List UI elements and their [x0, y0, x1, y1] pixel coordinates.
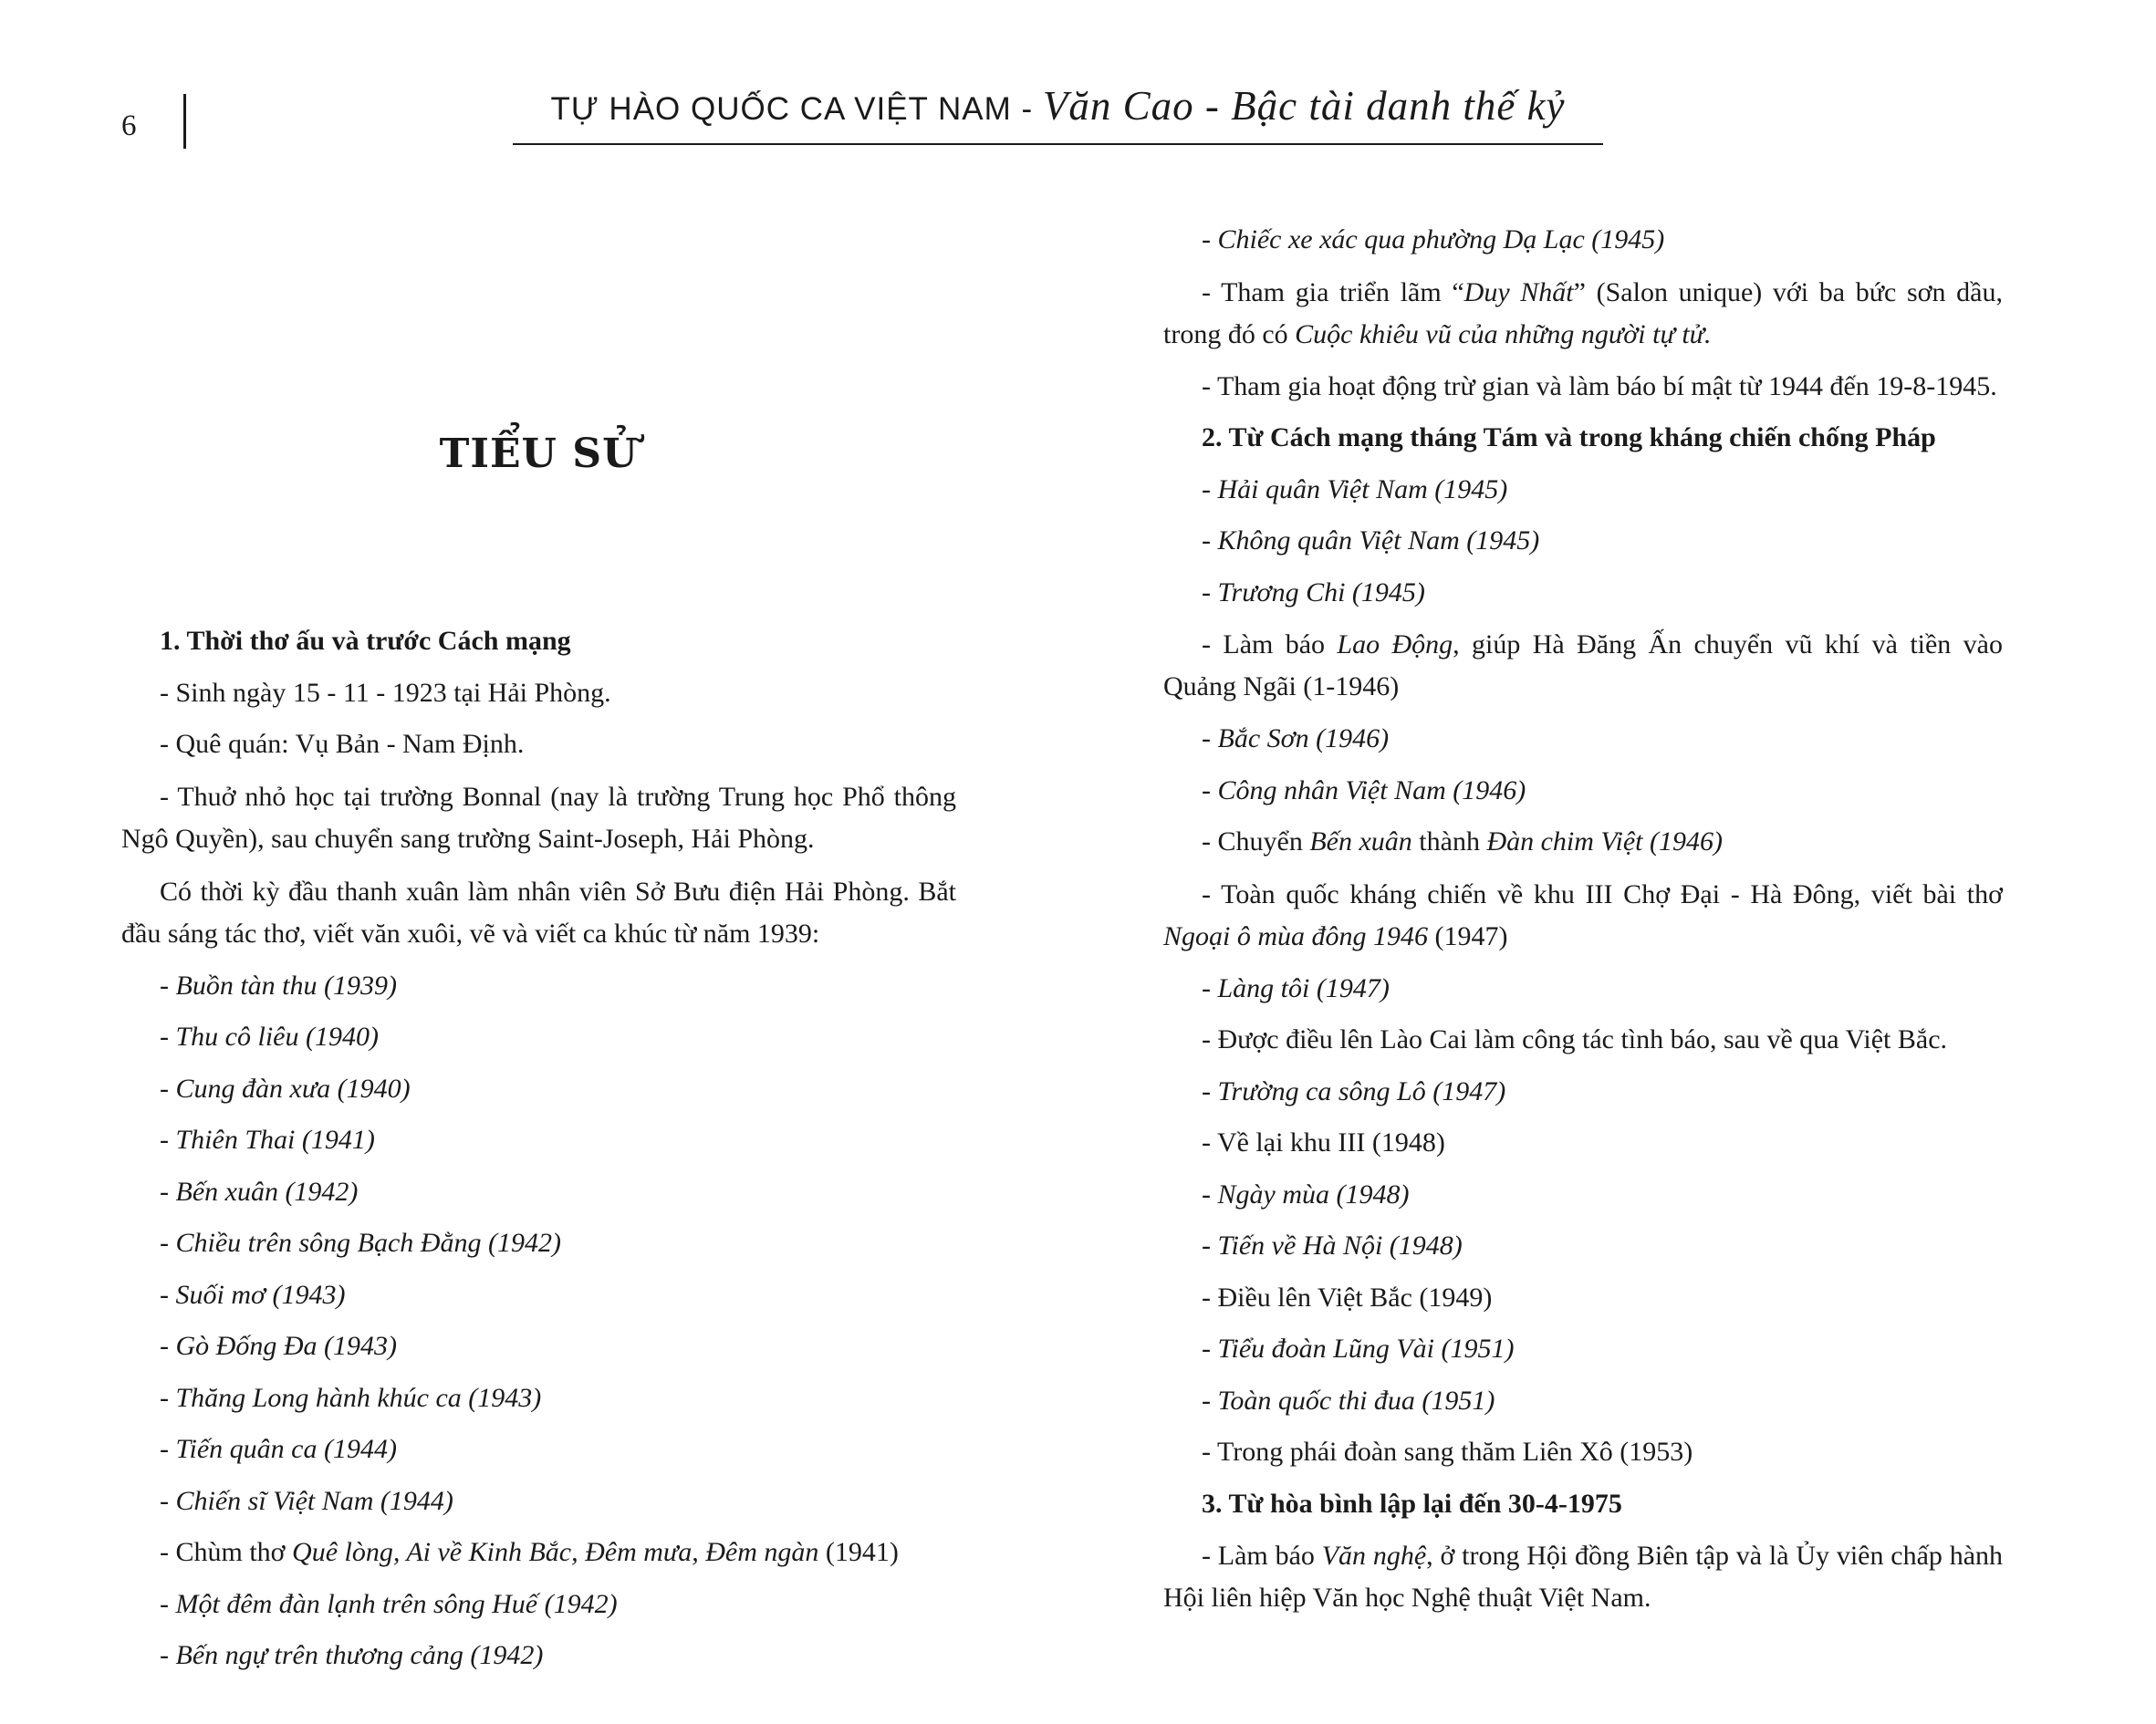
- exhibition-paragraph: [1163, 266, 2003, 361]
- poem-title: Ngoại ô mùa đông 1946: [1163, 920, 1429, 951]
- poem-cluster-year: (1941): [818, 1537, 899, 1567]
- work-item: - Trường ca sông Lô (1947): [1202, 1075, 1506, 1106]
- work-item: - Chiều trên sông Bạch Đằng (1942): [160, 1228, 561, 1258]
- resistance-paragraph: [1163, 868, 2003, 963]
- work-item: - Tiểu đoàn Lũng Vài (1951): [1202, 1334, 1515, 1364]
- underground-line: - Tham gia hoạt động trừ gian và làm báo bí mật từ 1944 đến 19-8-1945.: [1202, 370, 1997, 401]
- song-title: Đàn chim Việt (1946): [1486, 826, 1723, 857]
- exhibition-text: - Tham gia triển lãm “: [1202, 276, 1464, 307]
- section-title: TIỂU SỬ: [439, 431, 639, 477]
- page-number-divider: [183, 94, 186, 149]
- poem-cluster-titles: Quê lòng, Ai về Kinh Bắc, Đêm mưa, Đêm ngàn: [292, 1537, 819, 1567]
- soviet-trip-line: - Trong phái đoàn sang thăm Liên Xô (1953): [1202, 1437, 1693, 1467]
- book-subtitle: Văn Cao - Bậc tài danh thế kỷ: [1042, 83, 1566, 129]
- work-item: - Bến xuân (1942): [160, 1176, 359, 1207]
- work-item: - Bến ngự trên thương cảng (1942): [160, 1640, 544, 1670]
- early-career-paragraph: Có thời kỳ đầu thanh xuân làm nhân viên Sở Bưu điện Hải Phòng. Bắt đầu sáng tác thơ, viết văn xuôi, vẽ và viết ca khúc từ năm 1939:: [121, 876, 956, 949]
- birth-line: - Sinh ngày 15 - 11 - 1923 tại Hải Phòng.: [160, 677, 611, 708]
- zone-three-line: - Về lại khu III (1948): [1202, 1127, 1445, 1158]
- work-item: - Công nhân Việt Nam (1946): [1202, 774, 1526, 805]
- work-item: - Trương Chi (1945): [1202, 576, 1425, 608]
- work-item: - Thiên Thai (1941): [160, 1125, 375, 1155]
- work-item: - Toàn quốc thi đua (1951): [1202, 1385, 1495, 1416]
- van-nghe-text: , ở trong Hội đồng Biên tập và là Ủy viên chấp hành Hội liên hiệp Văn học Nghệ thuật Việt Nam.: [1163, 1541, 2004, 1613]
- poem-cluster-line: [121, 1527, 956, 1579]
- exhibition-name: Duy Nhất: [1463, 276, 1574, 307]
- lao-cai-line: - Được điều lên Lào Cai làm công tác tình báo, sau về qua Việt Bắc.: [1202, 1024, 1948, 1054]
- rename-text: thành: [1411, 826, 1487, 857]
- work-item: - Hải quân Việt Nam (1945): [1202, 473, 1508, 504]
- section-heading-3: 3. Từ hòa bình lập lại đến 30-4-1975: [1202, 1488, 1622, 1519]
- work-item: - Ngày mùa (1948): [1202, 1179, 1410, 1210]
- section-heading-2: 2. Từ Cách mạng tháng Tám và trong kháng chiến chống Pháp: [1202, 422, 1936, 452]
- exhibition-text: ” (Salon unique) với ba bức sơn dầu, trong đó có: [1163, 276, 2004, 349]
- rename-line: [1163, 816, 2003, 868]
- work-item: - Buồn tàn thu (1939): [160, 970, 397, 1001]
- song-title: Bến xuân: [1309, 826, 1412, 857]
- page-number: 6: [121, 109, 137, 142]
- work-item: - Một đêm đàn lạnh trên sông Huế (1942): [160, 1588, 618, 1619]
- work-item: - Suối mơ (1943): [160, 1279, 346, 1310]
- school-paragraph: - Thuở nhỏ học tại trường Bonnal (nay là trường Trung học Phổ thông Ngô Quyền), sau chuyển sang trường Saint-Joseph, Hải Phòng.: [121, 781, 956, 854]
- work-item: - Chiếc xe xác qua phường Dạ Lạc (1945): [1202, 224, 1665, 254]
- work-item: - Tiến về Hà Nội (1948): [1202, 1231, 1463, 1261]
- newspaper-name: Lao Động: [1337, 629, 1453, 659]
- left-column: [121, 616, 956, 1682]
- header-rule: [513, 143, 1603, 145]
- van-nghe-text: - Làm báo: [1202, 1541, 1322, 1571]
- section-heading-1: 1. Thời thơ ấu và trước Cách mạng: [160, 626, 571, 656]
- lao-dong-text: - Làm báo: [1202, 629, 1338, 659]
- newspaper-name: Văn nghệ: [1321, 1541, 1427, 1571]
- work-item: - Bắc Sơn (1946): [1202, 723, 1390, 753]
- painting-title: Cuộc khiêu vũ của những người tự tử.: [1295, 318, 1712, 349]
- work-item: - Thu cô liêu (1940): [160, 1022, 379, 1052]
- work-item: - Gò Đống Đa (1943): [160, 1331, 397, 1361]
- resistance-year: (1947): [1428, 920, 1508, 951]
- work-item: - Chiến sĩ Việt Nam (1944): [160, 1485, 453, 1516]
- lao-dong-paragraph: [1163, 618, 2003, 713]
- hometown-line: - Quê quán: Vụ Bản - Nam Định.: [160, 729, 525, 759]
- resistance-text: - Toàn quốc kháng chiến về khu III Chợ Đại - Hà Đông, viết bài thơ: [1202, 878, 2003, 909]
- work-item: - Không quân Việt Nam (1945): [1202, 525, 1540, 556]
- book-title: TỰ HÀO QUỐC CA VIỆT NAM -: [550, 91, 1043, 127]
- work-item: - Tiến quân ca (1944): [160, 1434, 397, 1464]
- right-column: [1163, 214, 2003, 1625]
- viet-bac-line: - Điều lên Việt Bắc (1949): [1202, 1282, 1493, 1313]
- work-item: - Làng tôi (1947): [1202, 972, 1390, 1003]
- poem-cluster-prefix: - Chùm thơ: [160, 1537, 293, 1567]
- rename-text: - Chuyển: [1202, 826, 1310, 857]
- running-head: [513, 82, 1603, 130]
- work-item: - Cung đàn xưa (1940): [160, 1073, 411, 1104]
- lao-dong-text: , giúp Hà Đăng Ấn chuyển vũ khí và tiền vào Quảng Ngãi (1-1946): [1163, 629, 2003, 701]
- van-nghe-paragraph: [1163, 1530, 2003, 1625]
- work-item: - Thăng Long hành khúc ca (1943): [160, 1382, 542, 1413]
